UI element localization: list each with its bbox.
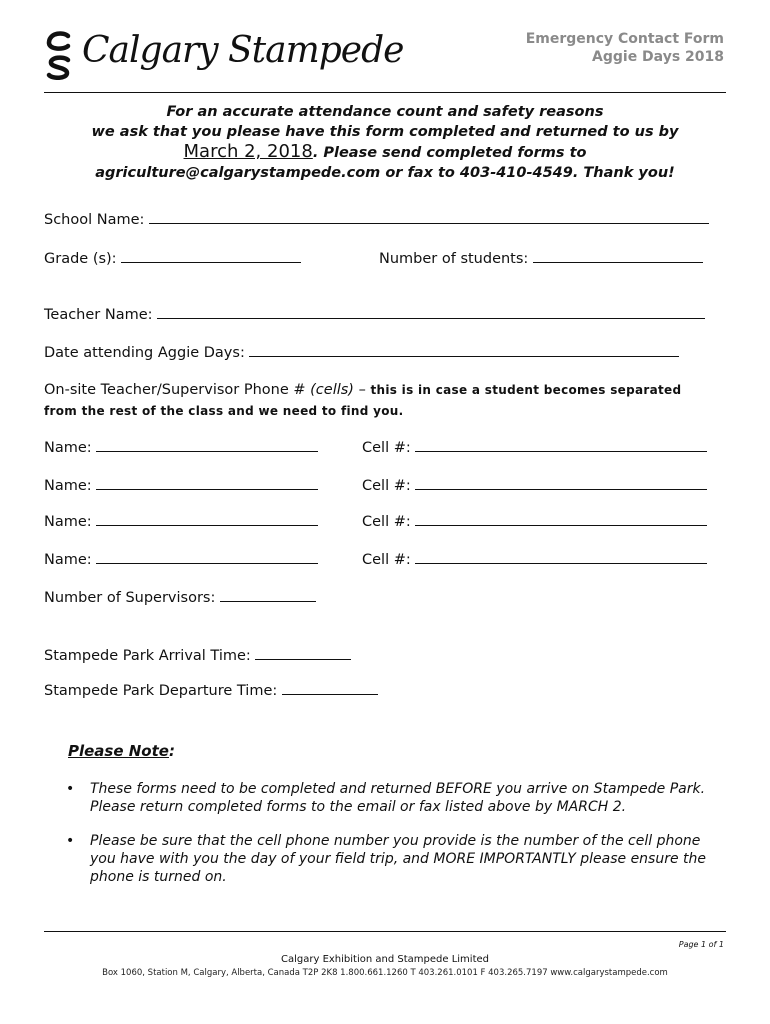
supervisor-name-input[interactable]: [96, 439, 318, 452]
grade-input[interactable]: [121, 250, 301, 263]
arrival-time-input[interactable]: [255, 647, 351, 660]
supervisor-cell-input[interactable]: [415, 477, 707, 490]
date-attending-field: Date attending Aggie Days:: [44, 344, 679, 361]
form-title-line2: Aggie Days 2018: [592, 49, 724, 65]
cs-logo-mark: [44, 30, 74, 80]
num-students-field: Number of students:: [379, 250, 703, 267]
supervisor-cell-input[interactable]: [415, 439, 707, 452]
supervisor-cell-row: Cell #:: [362, 551, 707, 568]
teacher-name-field: Teacher Name:: [44, 306, 705, 323]
bullet-dot-icon: •: [66, 781, 75, 797]
num-supervisors-input[interactable]: [220, 589, 316, 602]
arrival-time-field: Stampede Park Arrival Time:: [44, 647, 351, 664]
grade-field: Grade (s):: [44, 250, 301, 267]
supervisor-name-input[interactable]: [96, 513, 318, 526]
footer-rule: [44, 931, 726, 932]
supervisor-name-input[interactable]: [96, 551, 318, 564]
num-students-input[interactable]: [533, 250, 703, 263]
supervisor-name-row: Name:: [44, 513, 318, 530]
footer-contact: Box 1060, Station M, Calgary, Alberta, Canada T2P 2K8 1.800.661.1260 T 403.261.0101 F 403.265.7197 www.calgarystampede.com: [102, 968, 668, 978]
intro-line1: For an accurate attendance count and safety reasons: [166, 104, 604, 120]
intro-text: [44, 102, 726, 183]
num-supervisors-field: Number of Supervisors:: [44, 589, 316, 606]
supervisor-cell-row: Cell #:: [362, 513, 707, 530]
intro-line3: March 2, 2018. Please send completed forms to: [183, 141, 587, 162]
supervisor-cell-row: Cell #:: [362, 439, 707, 456]
intro-line2: we ask that you please have this form completed and returned to us by: [91, 124, 679, 140]
school-name-field: School Name:: [44, 211, 709, 228]
intro-line4: agriculture@calgarystampede.com or fax to 403-410-4549. Thank you!: [95, 165, 675, 181]
phone-note-line2: from the rest of the class and we need to find you.: [44, 404, 404, 418]
supervisor-cell-input[interactable]: [415, 513, 707, 526]
supervisor-name-row: Name:: [44, 439, 318, 456]
note-bullet: • Please be sure that the cell phone number you provide is the number of the cell phone you have with you the day of your field trip, and MORE IMPORTANTLY please ensure the phone is turned on.: [66, 833, 707, 885]
teacher-name-input[interactable]: [157, 306, 705, 319]
deadline-date: March 2, 2018: [183, 141, 313, 162]
footer-org: Calgary Exhibition and Stampede Limited: [281, 954, 489, 965]
please-note-heading: Please Note:: [68, 742, 175, 760]
supervisor-name-row: Name:: [44, 477, 318, 494]
school-name-input[interactable]: [149, 211, 709, 224]
supervisor-cell-input[interactable]: [415, 551, 707, 564]
departure-time-input[interactable]: [282, 682, 378, 695]
departure-time-field: Stampede Park Departure Time:: [44, 682, 378, 699]
bullet-dot-icon: •: [66, 833, 75, 849]
supervisor-cell-row: Cell #:: [362, 477, 707, 494]
form-title-line1: Emergency Contact Form: [525, 31, 724, 47]
header-rule: [44, 92, 726, 93]
calgary-stampede-logo: Calgary Stampede: [82, 30, 404, 71]
page-number: Page 1 of 1: [678, 940, 724, 949]
supervisor-name-row: Name:: [44, 551, 318, 568]
supervisor-name-input[interactable]: [96, 477, 318, 490]
form-title: [526, 30, 724, 66]
phone-heading: On-site Teacher/Supervisor Phone # (cells) – this is in case a student becomes separated: [44, 382, 682, 398]
date-attending-input[interactable]: [249, 344, 679, 357]
note-bullet: • These forms need to be completed and returned BEFORE you arrive on Stampede Park. Please return completed forms to the email or fax listed above by MARCH 2.: [66, 781, 706, 815]
